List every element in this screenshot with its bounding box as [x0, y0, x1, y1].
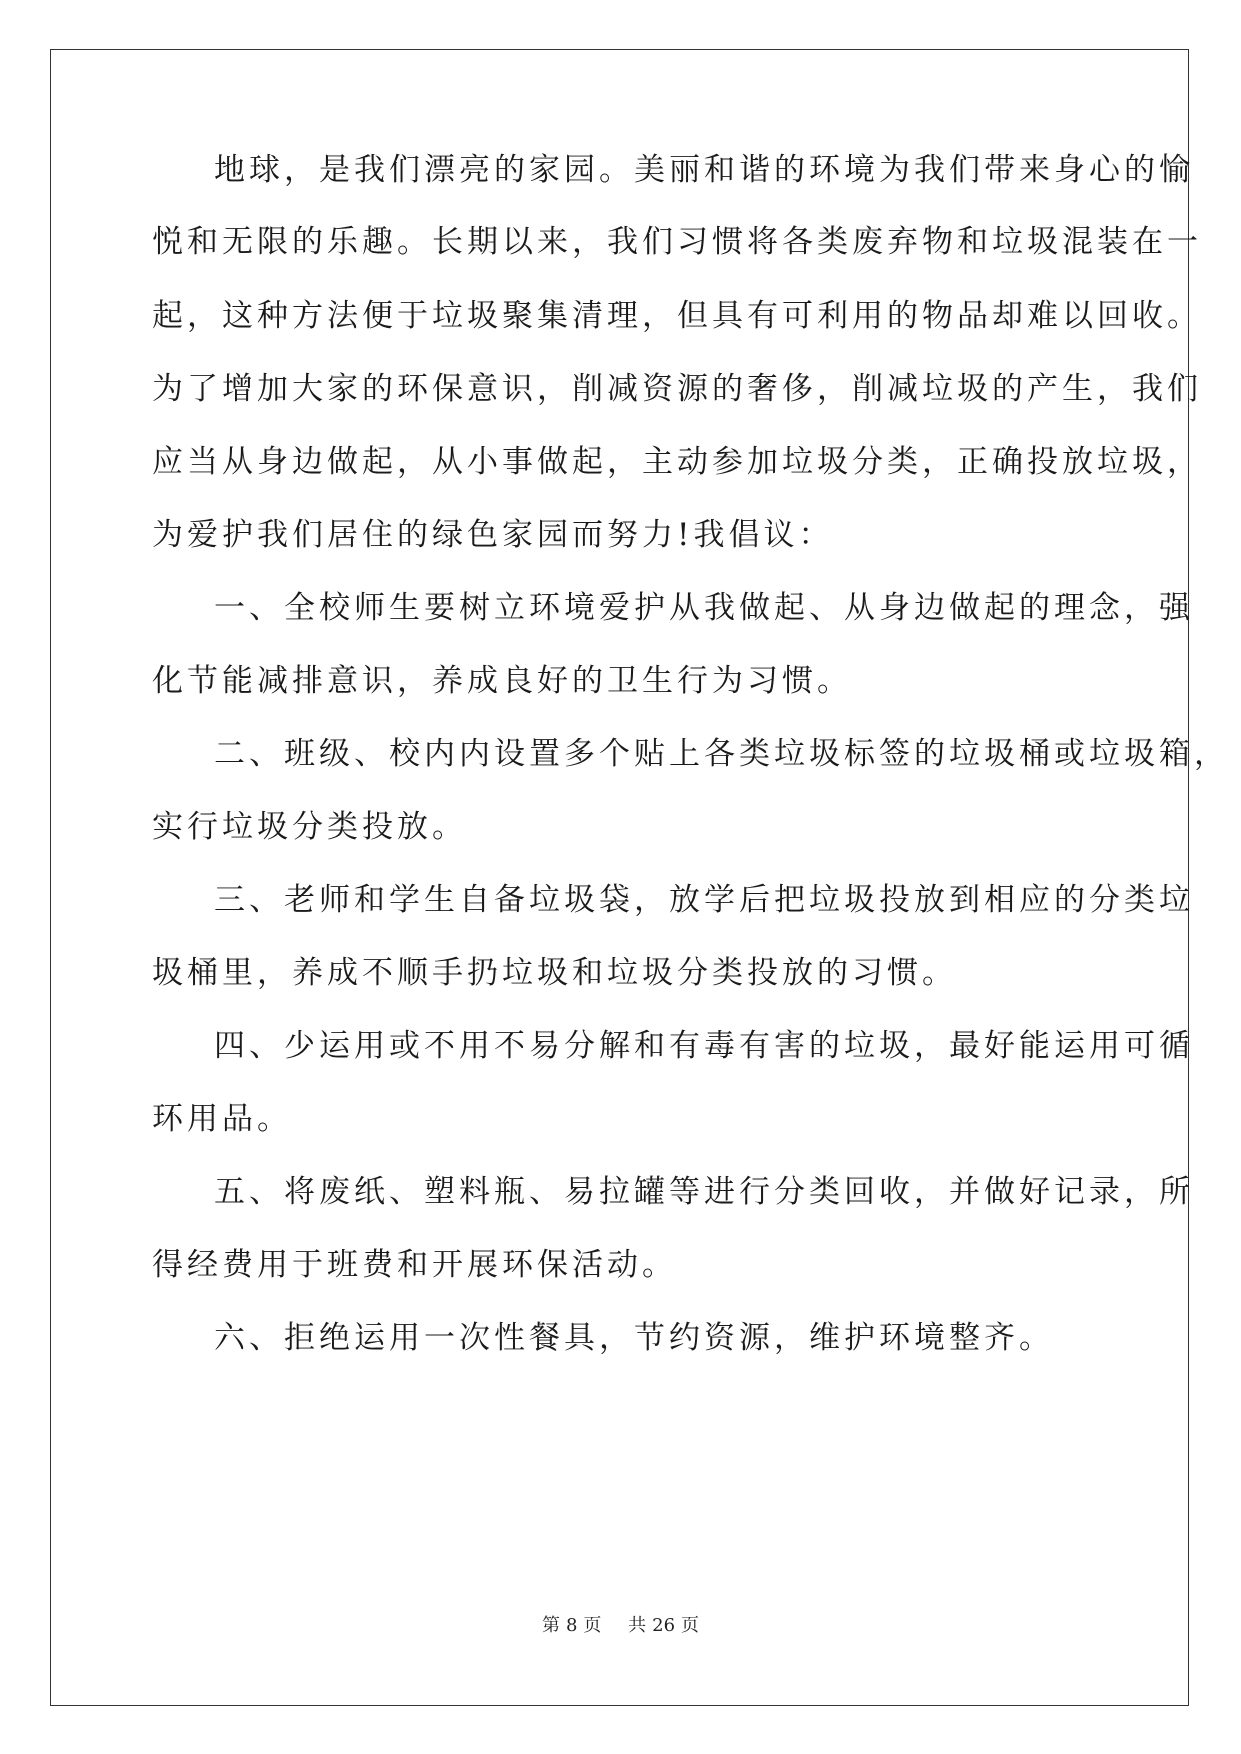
paragraph-line: 实行垃圾分类投放。 — [152, 809, 467, 845]
paragraph-line: 起，这种方法便于垃圾聚集清理，但具有可利用的物品却难以回收。 — [152, 298, 1202, 334]
page-suffix: 页 — [583, 1615, 602, 1636]
paragraph-line: 为爱护我们居住的绿色家园而努力!我倡议： — [152, 517, 834, 553]
total-pages: 26 — [652, 1615, 676, 1636]
paragraph-line: 四、少运用或不用不易分解和有毒有害的垃圾，最好能运用可循 — [214, 1028, 1194, 1064]
total-label: 共 — [628, 1615, 647, 1636]
paragraph-line: 地球，是我们漂亮的家园。美丽和谐的环境为我们带来身心的愉 — [214, 152, 1194, 188]
paragraph-line: 环用品。 — [152, 1101, 292, 1137]
paragraph-line: 圾桶里，养成不顺手扔垃圾和垃圾分类投放的习惯。 — [152, 955, 957, 991]
paragraph-line: 一、全校师生要树立环境爱护从我做起、从身边做起的理念，强 — [214, 590, 1194, 626]
paragraph-line: 化节能减排意识，养成良好的卫生行为习惯。 — [152, 663, 852, 699]
paragraph-line: 五、将废纸、塑料瓶、易拉罐等进行分类回收，并做好记录，所 — [214, 1174, 1194, 1210]
paragraph-line: 二、班级、校内内设置多个贴上各类垃圾标签的垃圾桶或垃圾箱， — [214, 736, 1229, 772]
paragraph-line: 为了增加大家的环保意识，削减资源的奢侈，削减垃圾的产生，我们 — [152, 371, 1202, 407]
total-suffix: 页 — [681, 1615, 700, 1636]
paragraph-line: 应当从身边做起，从小事做起，主动参加垃圾分类，正确投放垃圾， — [152, 444, 1202, 480]
page-number: 8 — [565, 1615, 578, 1636]
paragraph-line: 悦和无限的乐趣。长期以来，我们习惯将各类废弃物和垃圾混装在一 — [152, 224, 1202, 260]
paragraph-line: 六、拒绝运用一次性餐具，节约资源，维护环境整齐。 — [214, 1320, 1054, 1356]
page-label: 第 — [541, 1615, 560, 1636]
paragraph-line: 三、老师和学生自备垃圾袋，放学后把垃圾投放到相应的分类垃 — [214, 882, 1194, 918]
page-footer — [0, 1611, 1241, 1637]
paragraph-line: 得经费用于班费和开展环保活动。 — [152, 1247, 677, 1283]
